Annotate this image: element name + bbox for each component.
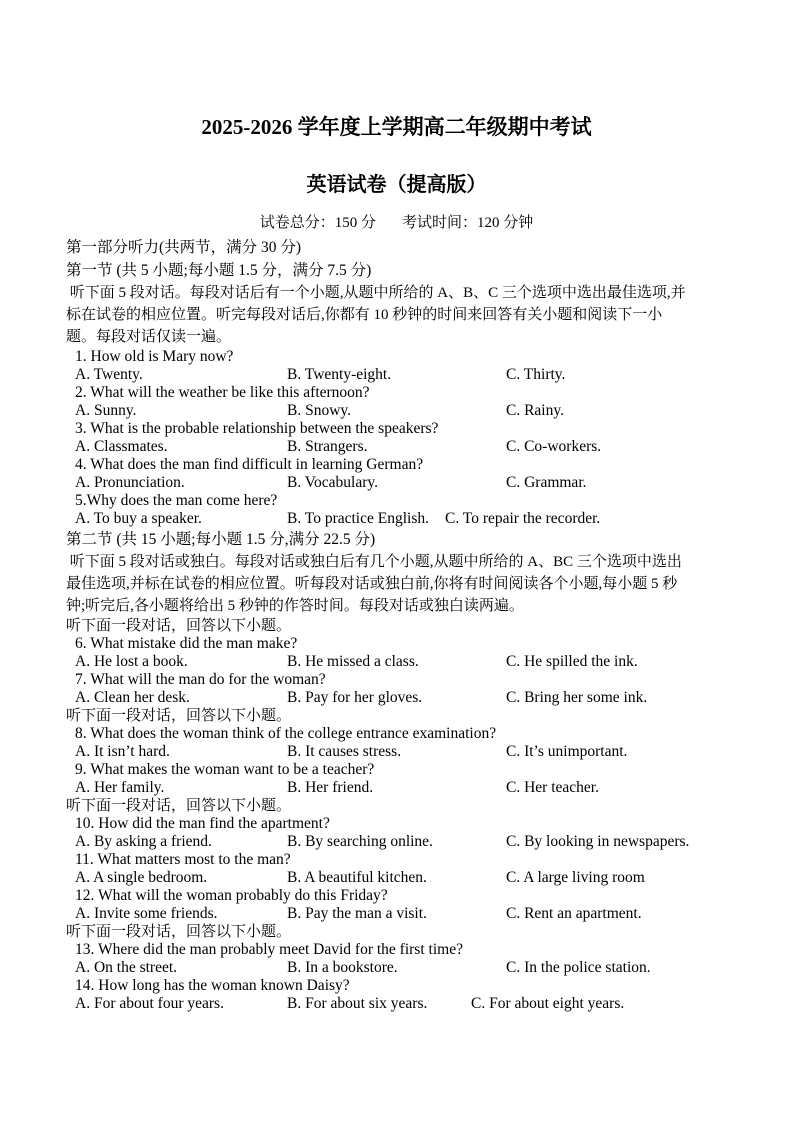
exam-body <box>66 236 753 1013</box>
option-b: B. Pay for her gloves. <box>287 689 423 706</box>
option-b: B. It causes stress. <box>287 743 402 760</box>
option-a: A. It isn’t hard. <box>75 743 170 760</box>
option-b: B. Vocabulary. <box>287 474 378 491</box>
question-8-text: 8. What does the woman think of the college entrance examination? <box>75 725 497 742</box>
question-11-text: 11. What matters most to the man? <box>75 851 291 868</box>
instructions-line: 最佳选项,并标在试卷的相应位置。听每段对话或独白前,你将有时间阅读各个小题,每小题 5 秒 <box>66 576 678 592</box>
section2-instructions <box>66 551 753 617</box>
question-10-text: 10. How did the man find the apartment? <box>75 815 330 832</box>
part1-heading: 第一部分听力(共两节，满分 30 分) <box>66 239 302 256</box>
option-b: B. In a bookstore. <box>287 959 398 976</box>
question-3-options <box>66 438 753 456</box>
question-8-options <box>66 743 753 761</box>
question-12-options <box>66 905 753 923</box>
question-6-options <box>66 653 753 671</box>
dialog-prompt-4: 听下面一段对话，回答以下小题。 <box>66 924 292 940</box>
question-13-text: 13. Where did the man probably meet David for the first time? <box>75 941 463 958</box>
option-b: B. Snowy. <box>287 402 352 419</box>
question-1-text: 1. How old is Mary now? <box>75 348 234 365</box>
instructions-line: 钟;听完后,各小题将给出 5 秒钟的作答时间。每段对话或独白读两遍。 <box>66 598 524 614</box>
option-c: C. A large living room <box>506 869 645 886</box>
section1-heading: 第一节 (共 5 小题;每小题 1.5 分，满分 7.5 分) <box>66 262 372 279</box>
option-a: A. Sunny. <box>75 402 137 419</box>
option-b: B. He missed a class. <box>287 653 419 670</box>
option-b: B. Pay the man a visit. <box>287 905 427 922</box>
question-7-text: 7. What will the man do for the woman? <box>75 671 326 688</box>
question-5-text: 5.Why does the man come here? <box>75 492 278 509</box>
exam-duration: 考试时间：120 分钟 <box>402 215 534 231</box>
option-c: C. To repair the recorder. <box>445 510 601 527</box>
question-4-options <box>66 474 753 492</box>
option-b: B. By searching online. <box>287 833 433 850</box>
option-c: C. Rainy. <box>506 402 564 419</box>
option-a: A. A single bedroom. <box>75 869 208 886</box>
question-14-options <box>66 995 753 1013</box>
question-2-options <box>66 402 753 420</box>
option-a: A. Twenty. <box>75 366 143 383</box>
option-b: B. For about six years. <box>287 995 428 1012</box>
option-c: C. By looking in newspapers. <box>506 833 690 850</box>
question-13-options <box>66 959 753 977</box>
option-a: A. He lost a book. <box>75 653 188 670</box>
option-c: C. For about eight years. <box>471 995 625 1012</box>
question-7-options <box>66 689 753 707</box>
section2-heading: 第二节 (共 15 小题;每小题 1.5 分,满分 22.5 分) <box>66 531 376 548</box>
section1-instructions <box>66 282 753 348</box>
option-a: A. Invite some friends. <box>75 905 218 922</box>
option-a: A. By asking a friend. <box>75 833 212 850</box>
instructions-line: 标在试卷的相应位置。听完每段对话后,你都有 10 秒钟的时间来回答有关小题和阅读下一小 <box>66 307 663 323</box>
question-3-text: 3. What is the probable relationship between the speakers? <box>75 420 439 437</box>
option-a: A. Pronunciation. <box>75 474 185 491</box>
question-12-text: 12. What will the woman probably do this Friday? <box>75 887 388 904</box>
option-b: B. Twenty-eight. <box>287 366 392 383</box>
option-c: C. Grammar. <box>506 474 587 491</box>
instructions-line: 听下面 5 段对话。每段对话后有一个小题,从题中所给的 A、B、C 三个选项中选出最佳选项,并 <box>66 285 686 301</box>
exam-title: 2025-2026 学年度上学期高二年级期中考试 <box>201 115 592 139</box>
option-c: C. Thirty. <box>506 366 566 383</box>
option-c: C. Her teacher. <box>506 779 599 796</box>
option-b: B. To practice English. <box>287 510 429 527</box>
question-4-text: 4. What does the man find difficult in learning German? <box>75 456 424 473</box>
dialog-prompt-2: 听下面一段对话，回答以下小题。 <box>66 708 292 724</box>
option-c: C. It’s unimportant. <box>506 743 628 760</box>
option-c: C. He spilled the ink. <box>506 653 638 670</box>
question-14-text: 14. How long has the woman known Daisy? <box>75 977 350 994</box>
option-b: B. Strangers. <box>287 438 368 455</box>
question-5-options <box>66 510 753 528</box>
option-a: A. For about four years. <box>75 995 224 1012</box>
question-9-options <box>66 779 753 797</box>
dialog-prompt-1: 听下面一段对话，回答以下小题。 <box>66 618 292 634</box>
option-c: C. Rent an apartment. <box>506 905 642 922</box>
question-1-options <box>66 366 753 384</box>
dialog-prompt-3: 听下面一段对话，回答以下小题。 <box>66 798 292 814</box>
option-a: A. Clean her desk. <box>75 689 190 706</box>
question-10-options <box>66 833 753 851</box>
option-a: A. To buy a speaker. <box>75 510 202 527</box>
exam-total-score: 试卷总分：150 分 <box>259 215 376 231</box>
option-b: B. A beautiful kitchen. <box>287 869 427 886</box>
exam-subtitle: 英语试卷（提高版） <box>306 174 487 196</box>
option-b: B. Her friend. <box>287 779 374 796</box>
option-a: A. Her family. <box>75 779 165 796</box>
option-c: C. In the police station. <box>506 959 651 976</box>
option-a: A. Classmates. <box>75 438 168 455</box>
instructions-line: 题。每段对话仅读一遍。 <box>66 329 232 345</box>
question-2-text: 2. What will the weather be like this afternoon? <box>75 384 370 401</box>
option-a: A. On the street. <box>75 959 178 976</box>
question-11-options <box>66 869 753 887</box>
option-c: C. Bring her some ink. <box>506 689 648 706</box>
instructions-line: 听下面 5 段对话或独白。每段对话或独白后有几个小题,从题中所给的 A、BC 三个选项中选出 <box>66 554 682 570</box>
question-9-text: 9. What makes the woman want to be a teacher? <box>75 761 375 778</box>
question-6-text: 6. What mistake did the man make? <box>75 635 298 652</box>
exam-meta <box>0 214 793 232</box>
option-c: C. Co-workers. <box>506 438 602 455</box>
